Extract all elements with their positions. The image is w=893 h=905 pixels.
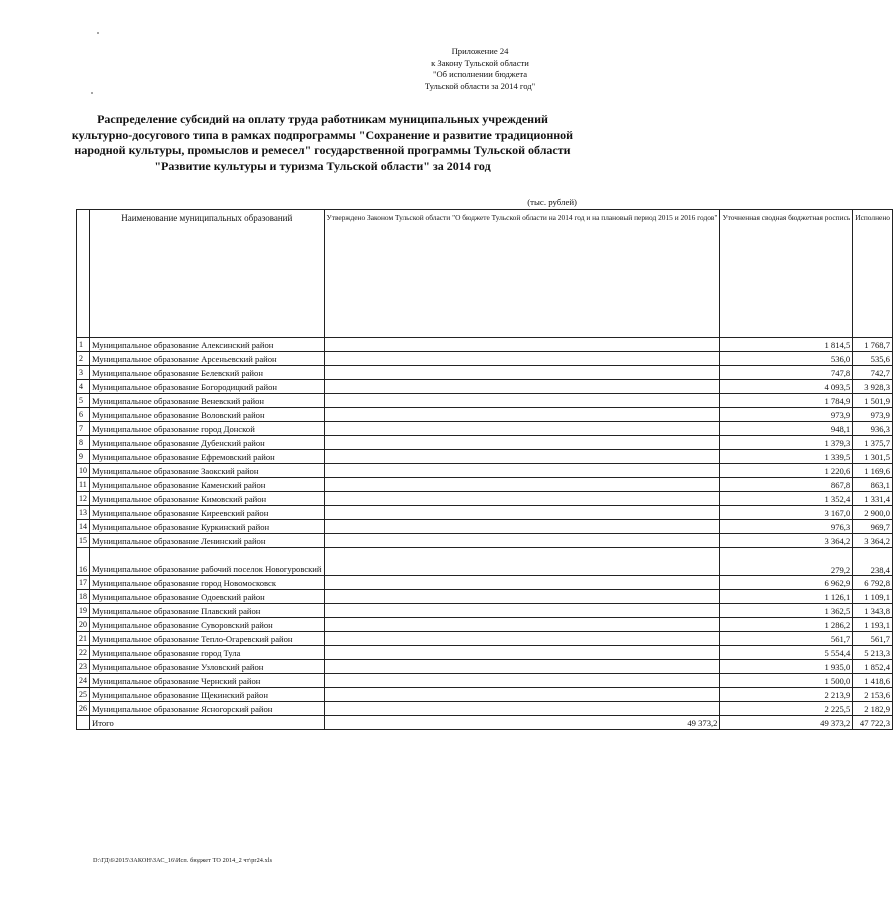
table-body bbox=[77, 338, 893, 730]
revised-amount: 867,8 bbox=[720, 478, 853, 492]
approved-amount bbox=[324, 520, 720, 534]
municipality-name: Муниципальное образование Воловский район bbox=[90, 408, 325, 422]
scan-speck bbox=[91, 92, 93, 94]
revised-amount: 536,0 bbox=[720, 352, 853, 366]
table-row bbox=[77, 380, 893, 394]
revised-amount: 561,7 bbox=[720, 632, 853, 646]
table-row bbox=[77, 590, 893, 604]
approved-amount bbox=[324, 492, 720, 506]
executed-amount: 2 153,6 bbox=[853, 688, 893, 702]
header-name: Наименование муниципальных образований bbox=[90, 210, 325, 338]
executed-amount: 969,7 bbox=[853, 520, 893, 534]
revised-amount: 6 962,9 bbox=[720, 576, 853, 590]
approved-amount bbox=[324, 590, 720, 604]
revised-amount: 1 362,5 bbox=[720, 604, 853, 618]
municipality-name: Муниципальное образование Ясногорский район bbox=[90, 702, 325, 716]
header-number bbox=[77, 210, 90, 338]
municipality-name: Муниципальное образование город Новомосковск bbox=[90, 576, 325, 590]
approved-amount bbox=[324, 646, 720, 660]
executed-amount: 742,7 bbox=[853, 366, 893, 380]
subsidy-table bbox=[76, 209, 893, 730]
executed-amount: 1 375,7 bbox=[853, 436, 893, 450]
file-path-footer: D:\ГД\6\2015\ЗАКОН\ЗАС_16\Исп. бюджет ТО 2014_2 чт\pr24.xls bbox=[93, 857, 273, 864]
municipality-name: Муниципальное образование Тепло-Огаревский район bbox=[90, 632, 325, 646]
approved-amount bbox=[324, 422, 720, 436]
table-row bbox=[77, 604, 893, 618]
table-header-row bbox=[77, 210, 893, 338]
revised-amount: 3 364,2 bbox=[720, 534, 853, 548]
table-row bbox=[77, 702, 893, 716]
table-row bbox=[77, 492, 893, 506]
row-number: 1 bbox=[77, 338, 90, 352]
municipality-name: Муниципальное образование Ефремовский район bbox=[90, 450, 325, 464]
row-number: 20 bbox=[77, 618, 90, 632]
executed-amount: 1 343,8 bbox=[853, 604, 893, 618]
executed-amount: 1 169,6 bbox=[853, 464, 893, 478]
revised-amount: 279,2 bbox=[720, 548, 853, 576]
approved-amount bbox=[324, 464, 720, 478]
table-row bbox=[77, 576, 893, 590]
appendix-line-1: Приложение 24 bbox=[451, 46, 509, 56]
row-number: 13 bbox=[77, 506, 90, 520]
municipality-name: Муниципальное образование Куркинский район bbox=[90, 520, 325, 534]
table-row bbox=[77, 450, 893, 464]
municipality-name: Муниципальное образование Ленинский район bbox=[90, 534, 325, 548]
appendix-note bbox=[405, 46, 555, 92]
row-number: 4 bbox=[77, 380, 90, 394]
table-row bbox=[77, 632, 893, 646]
revised-amount: 948,1 bbox=[720, 422, 853, 436]
revised-amount: 1 935,0 bbox=[720, 660, 853, 674]
header-approved: Утверждено Законом Тульской области "О бюджете Тульской области на 2014 год и на плановый период 2015 и 2016 годов" bbox=[324, 210, 720, 338]
approved-amount bbox=[324, 674, 720, 688]
revised-amount: 747,8 bbox=[720, 366, 853, 380]
approved-amount bbox=[324, 506, 720, 520]
municipality-name: Муниципальное образование Каменский район bbox=[90, 478, 325, 492]
approved-amount bbox=[324, 604, 720, 618]
row-number: 15 bbox=[77, 534, 90, 548]
table-row bbox=[77, 478, 893, 492]
unit-label: (тыс. рублей) bbox=[527, 197, 577, 207]
table-row bbox=[77, 688, 893, 702]
executed-amount: 1 193,1 bbox=[853, 618, 893, 632]
executed-amount: 973,9 bbox=[853, 408, 893, 422]
approved-amount bbox=[324, 632, 720, 646]
approved-amount bbox=[324, 352, 720, 366]
row-number: 16 bbox=[77, 548, 90, 576]
row-number: 8 bbox=[77, 436, 90, 450]
approved-amount bbox=[324, 534, 720, 548]
executed-amount: 47 722,3 bbox=[853, 716, 893, 730]
municipality-name: Муниципальное образование Богородицкий район bbox=[90, 380, 325, 394]
table-row bbox=[77, 366, 893, 380]
approved-amount bbox=[324, 408, 720, 422]
executed-amount: 1 418,6 bbox=[853, 674, 893, 688]
row-number: 24 bbox=[77, 674, 90, 688]
municipality-name: Муниципальное образование Щекинский район bbox=[90, 688, 325, 702]
approved-amount bbox=[324, 366, 720, 380]
executed-amount: 863,1 bbox=[853, 478, 893, 492]
municipality-name: Муниципальное образование рабочий поселок Новогуровский bbox=[90, 548, 325, 576]
municipality-name: Муниципальное образование Чернский район bbox=[90, 674, 325, 688]
table-row bbox=[77, 436, 893, 450]
table-row bbox=[77, 548, 893, 576]
row-number: 18 bbox=[77, 590, 90, 604]
approved-amount bbox=[324, 380, 720, 394]
municipality-name: Муниципальное образование Суворовский район bbox=[90, 618, 325, 632]
revised-amount: 976,3 bbox=[720, 520, 853, 534]
row-number: 3 bbox=[77, 366, 90, 380]
table-row bbox=[77, 408, 893, 422]
appendix-line-3: "Об исполнении бюджета bbox=[432, 69, 528, 79]
approved-amount: 49 373,2 bbox=[324, 716, 720, 730]
row-number: 9 bbox=[77, 450, 90, 464]
row-number: 23 bbox=[77, 660, 90, 674]
executed-amount: 1 852,4 bbox=[853, 660, 893, 674]
revised-amount: 1 126,1 bbox=[720, 590, 853, 604]
approved-amount bbox=[324, 338, 720, 352]
executed-amount: 561,7 bbox=[853, 632, 893, 646]
table-row bbox=[77, 618, 893, 632]
executed-amount: 3 364,2 bbox=[853, 534, 893, 548]
municipality-name: Муниципальное образование Киреевский район bbox=[90, 506, 325, 520]
row-number: 22 bbox=[77, 646, 90, 660]
scan-speck bbox=[97, 32, 99, 34]
municipality-name: Муниципальное образование Заокский район bbox=[90, 464, 325, 478]
approved-amount bbox=[324, 576, 720, 590]
table-row bbox=[77, 660, 893, 674]
revised-amount: 1 286,2 bbox=[720, 618, 853, 632]
executed-amount: 6 792,8 bbox=[853, 576, 893, 590]
revised-amount: 1 814,5 bbox=[720, 338, 853, 352]
table-row bbox=[77, 422, 893, 436]
municipality-name: Муниципальное образование Белевский район bbox=[90, 366, 325, 380]
table-row bbox=[77, 534, 893, 548]
executed-amount: 1 331,4 bbox=[853, 492, 893, 506]
municipality-name: Итого bbox=[90, 716, 325, 730]
revised-amount: 1 220,6 bbox=[720, 464, 853, 478]
revised-amount: 49 373,2 bbox=[720, 716, 853, 730]
revised-amount: 2 225,5 bbox=[720, 702, 853, 716]
table-row bbox=[77, 716, 893, 730]
municipality-name: Муниципальное образование Дубенский район bbox=[90, 436, 325, 450]
revised-amount: 1 339,5 bbox=[720, 450, 853, 464]
municipality-name: Муниципальное образование Арсеньевский район bbox=[90, 352, 325, 366]
row-number: 10 bbox=[77, 464, 90, 478]
approved-amount bbox=[324, 394, 720, 408]
revised-amount: 1 352,4 bbox=[720, 492, 853, 506]
approved-amount bbox=[324, 702, 720, 716]
executed-amount: 3 928,3 bbox=[853, 380, 893, 394]
municipality-name: Муниципальное образование Узловский район bbox=[90, 660, 325, 674]
revised-amount: 2 213,9 bbox=[720, 688, 853, 702]
approved-amount bbox=[324, 660, 720, 674]
appendix-line-2: к Закону Тульской области bbox=[431, 57, 529, 68]
header-revised: Уточненная сводная бюджетная роспись bbox=[720, 210, 853, 338]
row-number bbox=[77, 716, 90, 730]
revised-amount: 1 379,3 bbox=[720, 436, 853, 450]
executed-amount: 2 900,0 bbox=[853, 506, 893, 520]
municipality-name: Муниципальное образование Веневский район bbox=[90, 394, 325, 408]
row-number: 12 bbox=[77, 492, 90, 506]
revised-amount: 3 167,0 bbox=[720, 506, 853, 520]
table-row bbox=[77, 520, 893, 534]
row-number: 21 bbox=[77, 632, 90, 646]
municipality-name: Муниципальное образование Одоевский район bbox=[90, 590, 325, 604]
executed-amount: 1 501,9 bbox=[853, 394, 893, 408]
revised-amount: 973,9 bbox=[720, 408, 853, 422]
row-number: 14 bbox=[77, 520, 90, 534]
municipality-name: Муниципальное образование город Донской bbox=[90, 422, 325, 436]
table-row bbox=[77, 464, 893, 478]
approved-amount bbox=[324, 478, 720, 492]
revised-amount: 5 554,4 bbox=[720, 646, 853, 660]
row-number: 2 bbox=[77, 352, 90, 366]
row-number: 26 bbox=[77, 702, 90, 716]
row-number: 5 bbox=[77, 394, 90, 408]
table-row bbox=[77, 506, 893, 520]
approved-amount bbox=[324, 450, 720, 464]
executed-amount: 2 182,9 bbox=[853, 702, 893, 716]
municipality-name: Муниципальное образование Кимовский район bbox=[90, 492, 325, 506]
executed-amount: 1 109,1 bbox=[853, 590, 893, 604]
executed-amount: 238,4 bbox=[853, 548, 893, 576]
approved-amount bbox=[324, 618, 720, 632]
revised-amount: 1 500,0 bbox=[720, 674, 853, 688]
row-number: 6 bbox=[77, 408, 90, 422]
executed-amount: 535,6 bbox=[853, 352, 893, 366]
row-number: 17 bbox=[77, 576, 90, 590]
municipality-name: Муниципальное образование Плавский район bbox=[90, 604, 325, 618]
municipality-name: Муниципальное образование Алексинский район bbox=[90, 338, 325, 352]
row-number: 25 bbox=[77, 688, 90, 702]
revised-amount: 1 784,9 bbox=[720, 394, 853, 408]
table-row bbox=[77, 674, 893, 688]
table-row bbox=[77, 646, 893, 660]
approved-amount bbox=[324, 548, 720, 576]
municipality-name: Муниципальное образование город Тула bbox=[90, 646, 325, 660]
row-number: 19 bbox=[77, 604, 90, 618]
document-title: Распределение субсидий на оплату труда работникам муниципальных учреждений культурно-досугового типа в рамках подпрограммы "Сохранение и развитие традиционной народной культуры, промыслов и ремесел" государственной программы Тульской области "Развитие культуры и туризма Тульской области" за 2014 год bbox=[71, 112, 574, 173]
table-row bbox=[77, 352, 893, 366]
appendix-line-4: Тульской области за 2014 год" bbox=[424, 80, 536, 91]
executed-amount: 1 301,5 bbox=[853, 450, 893, 464]
row-number: 11 bbox=[77, 478, 90, 492]
header-executed: Исполнено bbox=[853, 210, 893, 338]
approved-amount bbox=[324, 436, 720, 450]
revised-amount: 4 093,5 bbox=[720, 380, 853, 394]
row-number: 7 bbox=[77, 422, 90, 436]
executed-amount: 5 213,3 bbox=[853, 646, 893, 660]
executed-amount: 936,3 bbox=[853, 422, 893, 436]
table-row bbox=[77, 394, 893, 408]
executed-amount: 1 768,7 bbox=[853, 338, 893, 352]
table-row bbox=[77, 338, 893, 352]
approved-amount bbox=[324, 688, 720, 702]
